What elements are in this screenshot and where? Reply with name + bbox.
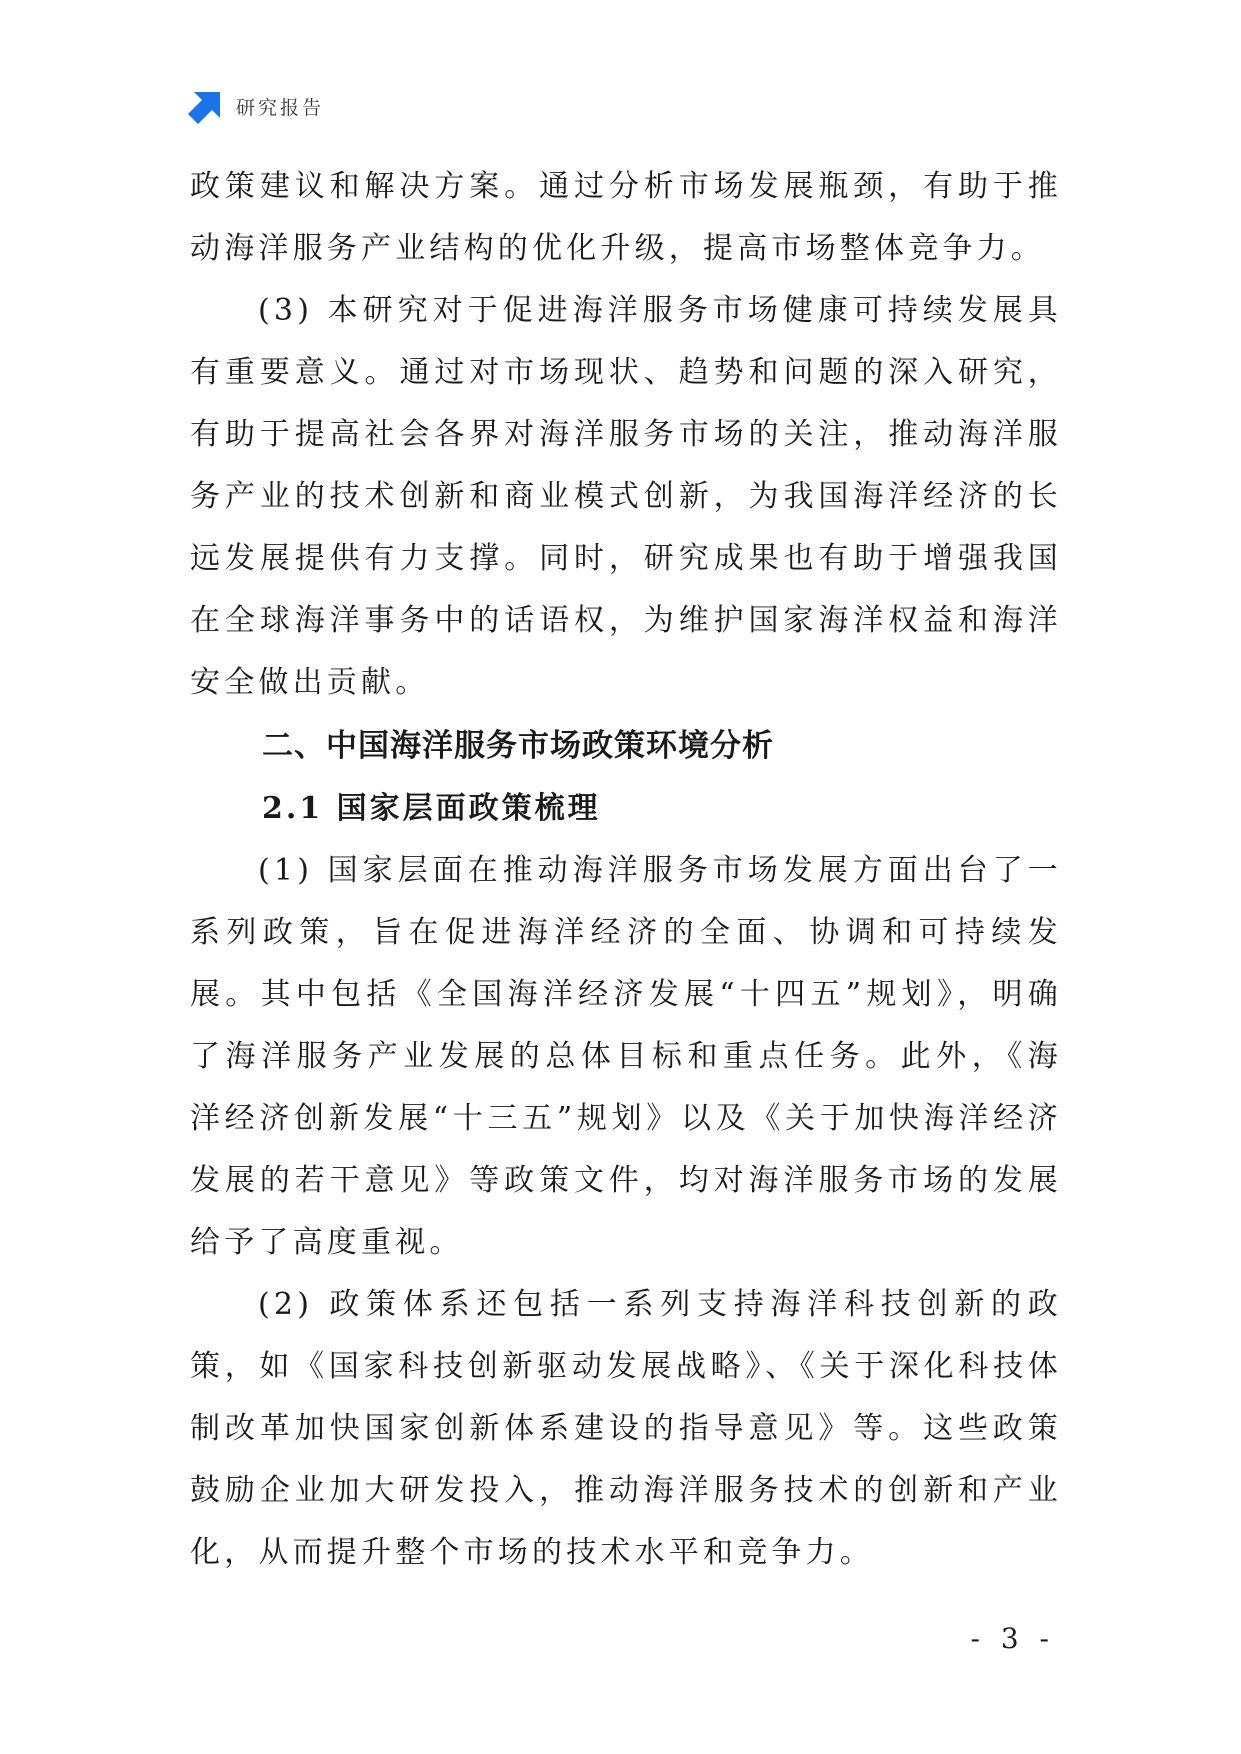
paragraph-policy-2: (2) 政策体系还包括一系列支持海洋科技创新的政策，如《国家科技创新驱动发展战略》、《关于深化科技体制改革加快国家创新体系建设的指导意见》等。这些政策鼓励企业加大研发投入，推动海洋服务技术的创新和产业化，从而提升整个市场的技术水平和竞争力。 (190, 1287, 1062, 1570)
paragraph-policy-1: (1) 国家层面在推动海洋服务市场发展方面出台了一系列政策，旨在促进海洋经济的全面、协调和可持续发展。其中包括《全国海洋经济发展“十四五”规划》，明确了海洋服务产业发展的总体目标和重点任务。此外，《海洋经济创新发展“十三五”规划》以及《关于加快海洋经济发展的若干意见》等政策文件，均对海洋服务市场的发展给予了高度重视。 (190, 853, 1062, 1260)
page-number: - 3 - (970, 1622, 1055, 1655)
paragraph-continued: 政策建议和解决方案。通过分析市场发展瓶颈，有助于推动海洋服务产业结构的优化升级，提高市场整体竞争力。 (190, 169, 1062, 266)
arrow-up-right-icon (188, 88, 224, 124)
section-heading: 二、中国海洋服务市场政策环境分析 (262, 728, 774, 764)
document-body (190, 156, 1062, 1584)
page-header (188, 88, 324, 124)
header-title: 研究报告 (236, 96, 325, 119)
subsection-heading: 2.1 国家层面政策梳理 (262, 791, 601, 826)
paragraph-3: (3) 本研究对于促进海洋服务市场健康可持续发展具有重要意义。通过对市场现状、趋势和问题的深入研究，有助于提高社会各界对海洋服务市场的关注，推动海洋服务产业的技术创新和商业模式创新，为我国海洋经济的长远发展提供有力支撑。同时，研究成果也有助于增强我国在全球海洋事务中的话语权，为维护国家海洋权益和海洋安全做出贡献。 (190, 293, 1062, 700)
